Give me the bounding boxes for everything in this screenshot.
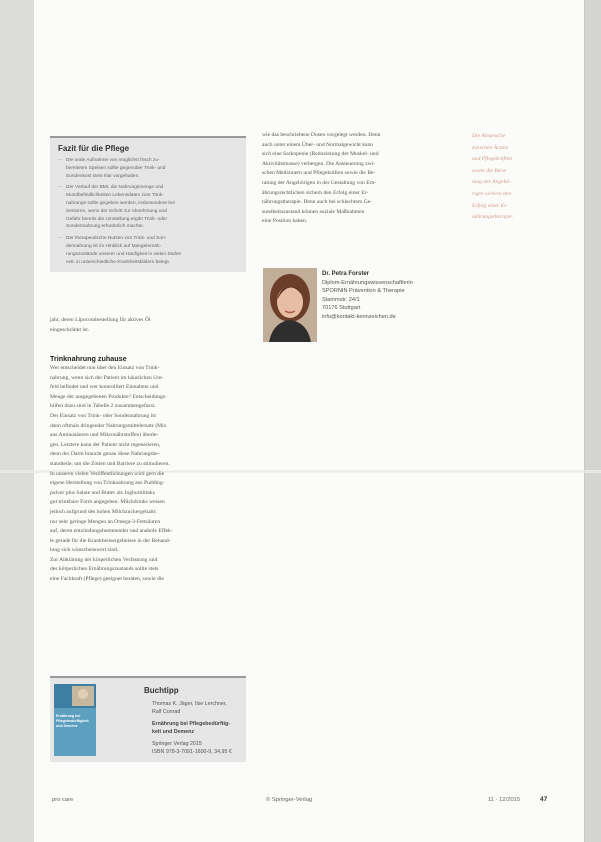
footer-publisher: © Springer-Verlag [266, 797, 313, 803]
fact-item-text: evtl. in unterschiedliche Krankheitsbildern belegt. [66, 259, 170, 265]
fact-item-text: Die orale Aufnahme von möglichst frisch zu- [66, 158, 160, 163]
fact-list-item-line [58, 223, 242, 231]
pull-quote-line: tung der Angehö- [472, 179, 512, 186]
pull-quote-line: Erfolg einer Er- [472, 202, 508, 209]
body-text-line: Menge der ausgegebenen Produkte? Entscheidungs- [50, 393, 167, 400]
pull-quote-line: sowie die Bera- [472, 167, 508, 174]
body-text-line: des körperlichen Ernährungszustands sollte stets [50, 566, 159, 573]
fact-item-text: Der therapeutische Nutzen von Trink- und Son- [66, 236, 167, 242]
left-column-body [50, 364, 246, 585]
fact-list-item-line [58, 251, 242, 259]
book-tip-box [50, 676, 246, 762]
body-text-line: te gerade für die Krankheitsergebnisse in der Behand- [50, 537, 171, 544]
body-text-line: lung sich wünschenswert sind. [50, 547, 119, 554]
fact-list-item-line [58, 235, 242, 243]
fact-box-title: Fazit für die Pflege [58, 144, 130, 153]
footer-journal: pro care [52, 797, 74, 803]
body-text-line: Der Einsatz von Trink- oder Sondennahrung ist [50, 412, 156, 419]
body-text-line: ährungsrechtlichen sichern den Erfolg einer Er- [262, 189, 369, 196]
fact-item-text: Gefahr bereits die Umstellung ergibt Trink- oder [66, 216, 168, 222]
pull-quote-line: rigen sichern den [472, 190, 512, 197]
fact-item-text: Mundbefindlichkeiten Lebensdaten zum Trink- [66, 193, 164, 199]
book-isbn: ISBN 978-3-7091-1600-9, 34,95 € [152, 749, 232, 755]
body-text-line: standteile, um die Zotten und Barriere zu stimulieren. [50, 460, 170, 467]
author-detail-line: 70176 Stuttgart [322, 305, 361, 312]
author-name: Dr. Petra Forster [322, 271, 370, 277]
body-text-line: auf, deren entzündungshemmender und anabole Effek- [50, 528, 173, 535]
body-text-line: sundheitszustand können soziale Maßnahmen [262, 208, 365, 215]
body-text-line: feld befindet und wer kontrolliert Einnahme und [50, 384, 159, 391]
pull-quote-line: zwischen Ärzten [472, 144, 509, 151]
footer-issue: 11 · 12/2015 [488, 797, 521, 803]
body-text-line: pulver plus Sahne und Butter als Joghurtdrinks [50, 489, 156, 496]
fact-item-text: Der Verlauf der BMI, die Nahrungsmenge und [66, 185, 164, 191]
author-portrait [263, 268, 317, 342]
fact-list-item-line [58, 165, 242, 173]
section-heading: Trinknahrung zuhause [50, 354, 127, 363]
fact-list-item-line [58, 157, 242, 165]
fact-list-item-line [58, 192, 242, 200]
body-text-line: nahrung, wenn sich der Patient im häuslichen Um- [50, 374, 164, 381]
left-column-intro [50, 316, 246, 335]
author-detail-line: Stammstr. 24/1 [322, 296, 360, 303]
body-text-line: denn der Darm braucht genau diese Nahrungsbe- [50, 451, 160, 458]
fact-list-item-line [58, 216, 242, 224]
fact-list-item-line [58, 173, 242, 181]
cover-title-line: Ernährung bei [56, 714, 81, 718]
bullet-marker: — [58, 158, 63, 163]
body-text-line: Zur Abklärung der körperlichen Verfassung und [50, 556, 158, 563]
page-number: 47 [540, 796, 548, 803]
book-tip-title: Buchtipp [144, 686, 179, 695]
bullet-marker: — [58, 185, 63, 191]
body-text-line: Aktivitätsmasse) verbergen. Die Ansteuerung zwi- [262, 160, 376, 167]
fact-item-text: Sondenkost stets klar vorgehalten. [66, 173, 140, 179]
fact-item-text: bereiteten Speisen sollte gegenüber Trink- und [66, 165, 166, 171]
body-text-line: Wer entscheidet nun über den Einsatz von Trink- [50, 365, 160, 371]
body-text-line: gut trinkbare Form angegeben. Milchdrinks weisen [50, 499, 165, 506]
body-text-line: eigene Herstellung von Trinknahrung aus Pudding- [50, 480, 165, 487]
body-text-line: auch unter einem Über- und Normalgewicht kann [262, 141, 374, 148]
book-authors-line-1: Thomas K. Jäger, Ilse Lerchner, [152, 701, 227, 707]
author-detail-line: Diplom-Ernährungswissenschaftlerin [322, 279, 413, 286]
fact-item-text: rungszustände unserer und Häufigkeit in vielen Stufen [66, 251, 182, 257]
fact-list-item-line [58, 259, 242, 267]
fact-box [50, 136, 246, 272]
fact-list-item-line [58, 243, 242, 251]
book-cover-image [54, 684, 96, 756]
author-detail-line: SPORNIN Prävention & Therapie [322, 288, 405, 295]
fact-item-text: dennahrung ist im Hinblick auf Mangelernäh- [66, 244, 162, 249]
fact-list-item-line [58, 208, 242, 216]
fact-list-item-line [58, 184, 242, 192]
body-text-line: dann oftmals dringender Nahrungsmittelersatz (Mix [50, 422, 167, 429]
body-text-line: jahr, deren Lipocombestellung für aktives Öl [50, 317, 151, 323]
body-text-line: hilfen dazu sind in Tabelle 2 zusammengefasst. [50, 403, 156, 410]
pull-quote-line: und Pflegekräften [472, 156, 512, 163]
pull-quote-line: Die Absprache [472, 133, 506, 139]
bullet-marker: — [58, 236, 63, 242]
body-text-line: nährungstherapie. Denn auch bei schlechtem Ge- [262, 199, 372, 206]
pull-quote-line: nährungstherapie. [472, 214, 514, 221]
margin-pull-quote [472, 131, 562, 224]
body-text-line: nur sehr geringe Mengen an Omega-3-Fettsäuren [50, 518, 161, 525]
author-info [322, 270, 413, 322]
body-text-line: eingeschränkt ist. [50, 326, 90, 333]
fact-item-text: Senioren, wenn der Schritt zur Abnehmung und [66, 208, 167, 214]
body-text-line: schen Medizinern und Pflegekräften sowie die Be- [262, 170, 376, 177]
cover-title-line: Pflegebedürftigkeit [56, 719, 89, 723]
body-text-line: In unseren vielen Veröffentlichungen wird gern die [50, 470, 165, 477]
page-edge [584, 0, 601, 842]
right-column-text [262, 131, 462, 227]
body-text-line: gen. Letztere kann der Patient nicht regenerieren, [50, 441, 161, 448]
book-authors-line-2: Ralf Conrad [152, 709, 181, 715]
book-title-line-2: keit und Demenz [152, 729, 195, 735]
body-text-line: jedoch aufgrund des hohen Milchzuckergehalts [50, 508, 156, 515]
body-text-line: aus Aminosäuren und Mikronährstoffen) überle- [50, 432, 159, 439]
fact-item-text: Sondennahrung erforderlich machte. [66, 224, 144, 230]
fact-list-item-line [58, 200, 242, 208]
author-detail-line: info@kontakt-kennzeichen.de [322, 313, 396, 320]
book-publisher: Springer Verlag 2015 [152, 741, 202, 747]
body-text-line: ratung der Angehörigen in der Gestaltung von Ern- [262, 179, 377, 186]
body-text-line: eine Fachkraft (Pflege) geeignet beraten, sowie die [50, 576, 164, 583]
body-text-line: sich eine Sarkopenie (Reduzierung der Muskel- und [262, 151, 379, 158]
fact-item-text: nahrungs sollte gegeben werden, insbesondere bei [66, 201, 175, 206]
cover-title-line: und Demenz [56, 724, 78, 728]
body-text-line: eine Position haben. [262, 218, 308, 225]
book-title-line-1: Ernährung bei Pflegebedürftig- [152, 721, 230, 727]
body-text-line: wie das beschriebene Dosen vorgelegt werden. Denn [262, 132, 381, 138]
